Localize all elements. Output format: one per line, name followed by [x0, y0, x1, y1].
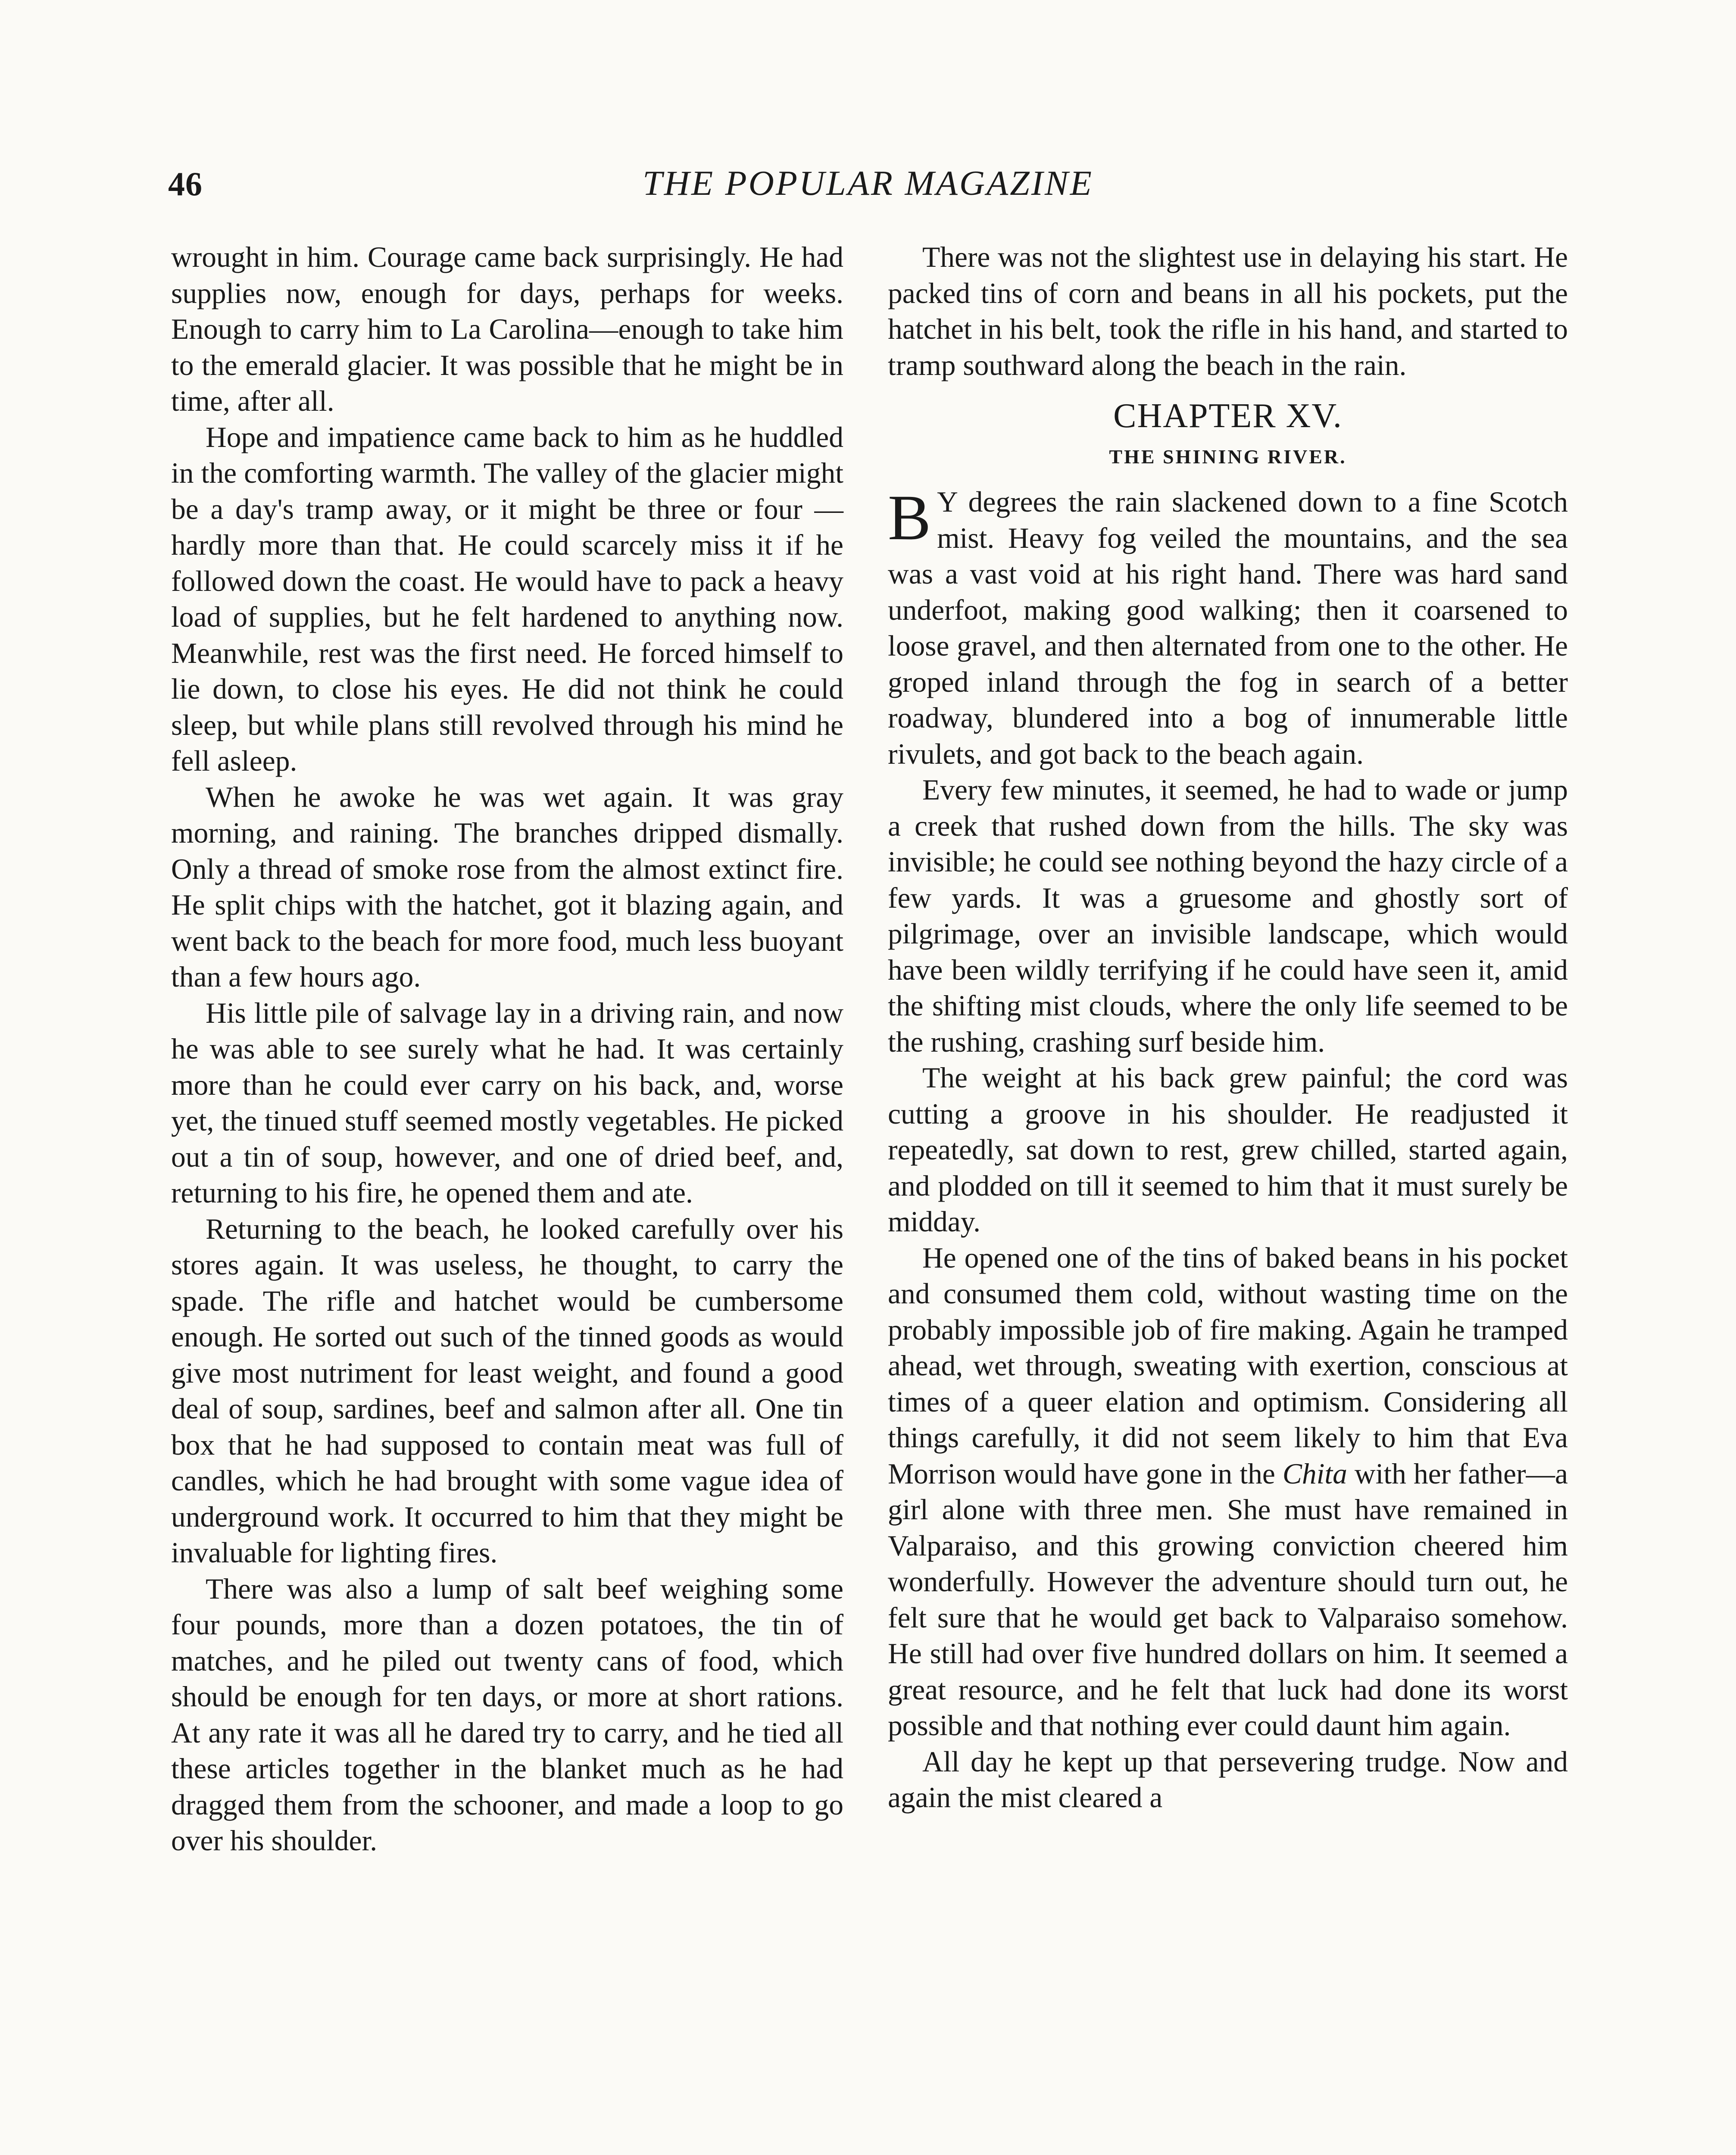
right-column [888, 239, 1568, 1816]
paragraph: wrought in him. Courage came back surprisingly. He had supplies now, enough for days, perhaps for weeks. Enough to carry him to La Carolina—enough to take him to the emerald glacier. It was possible that he might be in time, after all. [171, 241, 843, 417]
ship-name: Chita [1282, 1457, 1347, 1490]
paragraph: When he awoke he was wet again. It was gray morning, and raining. The branches dripped dismally. Only a thread of smoke rose from the almost extinct fire. He split chips with the hatchet, got it blazing again, and went back to the beach for more food, much less buoyant than a few hours ago. [171, 781, 843, 993]
paragraph: There was not the slightest use in delaying his start. He packed tins of corn and beans in all his pockets, put the hatchet in his belt, took the rifle in his hand, and started to tramp southward along the beach in the rain. [888, 241, 1568, 381]
paragraph-text: Y degrees the rain slackened down to a fine Scotch mist. Heavy fog veiled the mountains, and the sea was a vast void at his right hand. There was hard sand underfoot, making good walking; then it coarsened to loose gravel, and then alternated from one to the other. He groped inland through the fog in search of a better roadway, blundered into a bog of innumerable little rivulets, and got back to the beach again. [888, 486, 1568, 770]
chapter-opening-paragraph [888, 484, 1568, 772]
page-number: 46 [168, 165, 203, 203]
paragraph: The weight at his back grew painful; the cord was cutting a groove in his shoulder. He readjusted it repeatedly, sat down to rest, grew chilled, started again, and plodded on till it seemed to him that it must surely be midday. [888, 1062, 1568, 1238]
paragraph: Every few minutes, it seemed, he had to wade or jump a creek that rushed down from the hills. The sky was invisible; he could see nothing beyond the hazy circle of a few yards. It was a gruesome and ghostly sort of pilgrimage, over an invisible landscape, which would have been wildly terrifying if he could have seen it, amid the shifting mist clouds, where the only life seemed to be the rushing, crashing surf beside him. [888, 774, 1568, 1058]
paragraph-text: He opened one of the tins of baked beans in his pocket and consumed them cold, without wasting time on the probably impossible job of fire making. Again he tramped ahead, wet through, sweating with exertion, conscious at times of a queer elation and optimism. Considering all things carefully, it did not seem likely to him that Eva Morrison would have gone in the [888, 1241, 1568, 1490]
paragraph: Returning to the beach, he looked carefully over his stores again. It was useless, he thought, to carry the spade. The rifle and hatchet would be cumbersome enough. He sorted out such of the tinned goods as would give most nutriment for least weight, and found a good deal of soup, sardines, beef and salmon after all. One tin box that he had supposed to contain meat was full of candles, which he had brought with some vague idea of underground work. It occurred to him that they might be invaluable for lighting fires. [171, 1212, 843, 1569]
paragraph: Hope and impatience came back to him as he huddled in the comforting warmth. The valley of the glacier might be a day's tramp away, or it might be three or four —hardly more than that. He could scarcely miss it if he followed down the coast. He would have to pack a heavy load of supplies, but he felt hardened to anything now. Meanwhile, rest was the first need. He forced himself to lie down, to close his eyes. He did not think he could sleep, but while plans still revolved through his mind he fell asleep. [171, 421, 843, 777]
paragraph: There was also a lump of salt beef weighing some four pounds, more than a dozen potatoes, the tin of matches, and he piled out twenty cans of food, which should be enough for ten days, or more at short rations. At any rate it was all he dared try to carry, and he tied all these articles together in the blanket much as he had dragged them from the schooner, and made a loop to go over his shoulder. [171, 1572, 843, 1857]
chapter-subtitle: THE SHINING RIVER. [1109, 446, 1347, 468]
paragraph [888, 1240, 1568, 1744]
paragraph-text: with her father—a girl alone with three men. She must have remained in Valparaiso, and this growing conviction cheered him wonderfully. However the adventure should turn out, he felt sure that he would get back to Valparaiso somehow. He still had over five hundred dollars on him. It seemed a great resource, and he felt that luck had done its worst possible and that nothing ever could daunt him again. [888, 1457, 1568, 1742]
running-head: THE POPULAR MAGAZINE [643, 163, 1093, 203]
paragraph: All day he kept up that persevering trudge. Now and again the mist cleared a [888, 1745, 1568, 1814]
drop-cap: B [888, 482, 931, 553]
left-column [171, 239, 843, 1859]
paragraph: His little pile of salvage lay in a driving rain, and now he was able to see surely what he had. It was certainly more than he could ever carry on his back, and, worse yet, the tinued stuff seemed mostly vegetables. He picked out a tin of soup, however, and one of dried beef, and, returning to his fire, he opened them and ate. [171, 996, 843, 1209]
chapter-title: CHAPTER XV. [1113, 397, 1343, 435]
